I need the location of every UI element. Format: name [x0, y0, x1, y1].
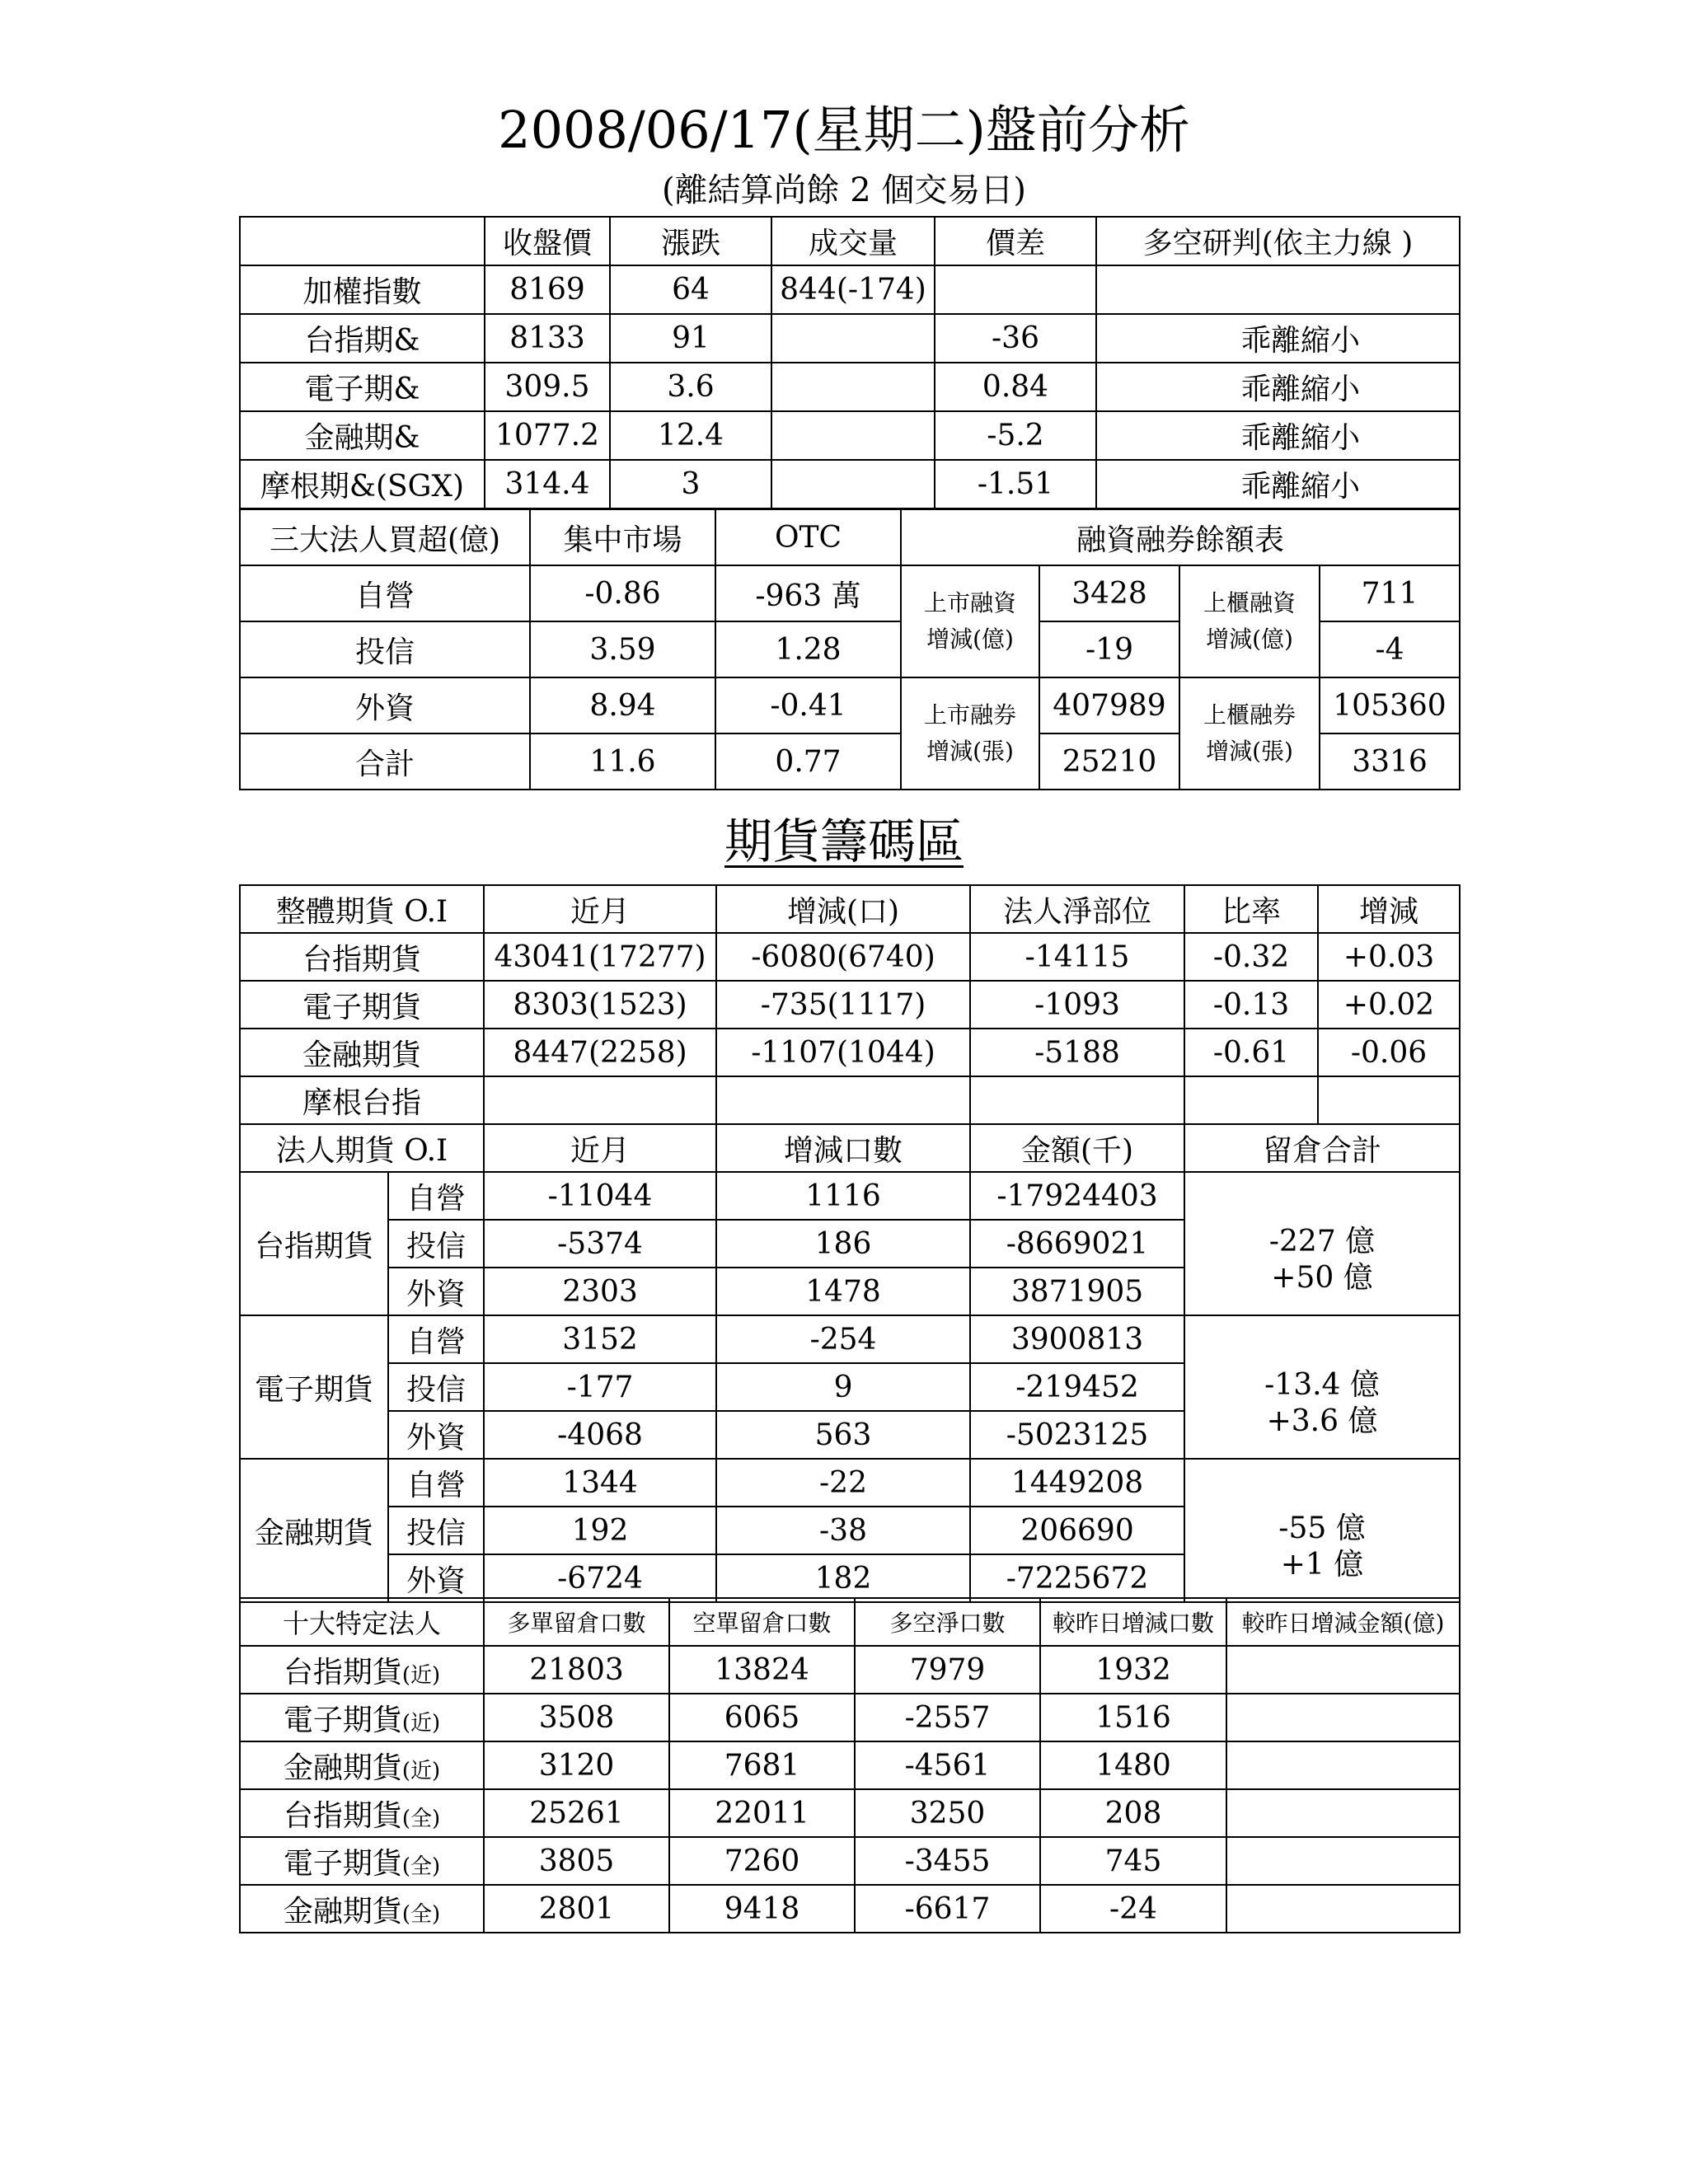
table-row	[240, 1789, 1460, 1837]
row-label-name: 金融期貨	[283, 1750, 402, 1785]
table-cell: 8.94	[530, 677, 715, 733]
table-row	[240, 1885, 1460, 1933]
row-label: 自營	[240, 565, 530, 621]
header-cell: OTC	[715, 509, 901, 565]
margin-label: 上市融資	[923, 589, 1016, 616]
table-row	[240, 677, 1460, 733]
table-cell: -963 萬	[715, 565, 901, 621]
futures-oi-table	[239, 884, 1461, 1603]
table-cell: 1344	[484, 1459, 716, 1507]
header-cell: 比率	[1184, 885, 1318, 933]
row-label	[240, 1789, 484, 1837]
table-cell: -1.51	[935, 460, 1096, 509]
row-label: 金融期&	[240, 411, 485, 460]
table-cell: -3455	[855, 1837, 1040, 1885]
table-cell: -735(1117)	[716, 981, 970, 1029]
header-cell: 法人淨部位	[970, 885, 1184, 933]
header-cell: 留倉合計	[1184, 1124, 1460, 1172]
table-cell: 乖離縮小	[1096, 411, 1460, 460]
table-cell: -0.32	[1184, 933, 1318, 981]
table-cell: -0.06	[1318, 1029, 1460, 1076]
header-cell: 漲跌	[610, 217, 771, 265]
table-row	[240, 1694, 1460, 1741]
table-cell: 22011	[669, 1789, 855, 1837]
margin-label: 增減(張)	[926, 738, 1014, 765]
table-cell: 1516	[1040, 1694, 1226, 1741]
row-label-suffix: (近)	[401, 1662, 441, 1688]
table-cell: 1449208	[970, 1459, 1184, 1507]
page-title: 2008/06/17(星期二)盤前分析	[498, 100, 1190, 160]
header-cell: 較昨日增減金額(億)	[1226, 1598, 1460, 1646]
table-row	[240, 1837, 1460, 1885]
table-cell: 105360	[1320, 677, 1460, 733]
position-total-cell	[1184, 1172, 1460, 1315]
market-summary-table	[239, 216, 1461, 509]
header-cell: 集中市場	[530, 509, 715, 565]
table-cell: 3508	[484, 1694, 669, 1741]
table-cell: 3250	[855, 1789, 1040, 1837]
table-cell: -1107(1044)	[716, 1029, 970, 1076]
table-cell: -177	[484, 1363, 716, 1411]
row-label: 自營	[388, 1172, 484, 1220]
row-label: 投信	[388, 1363, 484, 1411]
table-cell: -2557	[855, 1694, 1040, 1741]
row-label: 電子期貨	[240, 981, 484, 1029]
table-header-row	[240, 1124, 1460, 1172]
table-cell: -38	[716, 1507, 970, 1554]
table-cell	[1226, 1837, 1460, 1885]
row-label: 金融期貨	[240, 1029, 484, 1076]
table-cell: 309.5	[485, 363, 610, 411]
table-cell: 3120	[484, 1741, 669, 1789]
table-cell: -4068	[484, 1411, 716, 1459]
row-label: 合計	[240, 733, 530, 790]
row-label: 外資	[388, 1411, 484, 1459]
table-cell: 8169	[485, 265, 610, 314]
table-cell	[771, 411, 935, 460]
table-cell: 乖離縮小	[1096, 314, 1460, 363]
row-label-name: 電子期貨	[283, 1703, 402, 1737]
table-row	[240, 363, 1460, 411]
table-row	[240, 460, 1460, 509]
table-cell: -4	[1320, 621, 1460, 677]
table-cell: 206690	[970, 1507, 1184, 1554]
header-cell: 收盤價	[485, 217, 610, 265]
table-cell	[771, 314, 935, 363]
table-cell: 8133	[485, 314, 610, 363]
margin-label-cell	[901, 565, 1039, 677]
row-label-name: 金融期貨	[283, 1894, 402, 1929]
table-cell: 91	[610, 314, 771, 363]
header-cell: 金額(千)	[970, 1124, 1184, 1172]
table-cell: +0.02	[1318, 981, 1460, 1029]
table-cell: 64	[610, 265, 771, 314]
margin-label: 增減(張)	[1206, 738, 1293, 765]
table-cell	[1096, 265, 1460, 314]
table-cell: -4561	[855, 1741, 1040, 1789]
position-total: +1 億	[1280, 1548, 1364, 1582]
table-cell: 12.4	[610, 411, 771, 460]
margin-label-cell	[1179, 565, 1320, 677]
row-label: 摩根期&(SGX)	[240, 460, 485, 509]
table-cell: 0.84	[935, 363, 1096, 411]
table-cell: -1093	[970, 981, 1184, 1029]
row-label	[240, 1646, 484, 1694]
section-title-text: 期貨籌碼區	[724, 813, 964, 869]
table-cell	[935, 265, 1096, 314]
table-cell: -219452	[970, 1363, 1184, 1411]
table-cell	[1226, 1789, 1460, 1837]
table-cell: -36	[935, 314, 1096, 363]
table-cell: -5188	[970, 1029, 1184, 1076]
row-label-suffix: (近)	[401, 1710, 441, 1736]
header-cell: 整體期貨 O.I	[240, 885, 484, 933]
table-cell: -24	[1040, 1885, 1226, 1933]
row-label: 投信	[240, 621, 530, 677]
table-cell: -8669021	[970, 1220, 1184, 1268]
header-cell: 多單留倉口數	[484, 1598, 669, 1646]
table-cell: 13824	[669, 1646, 855, 1694]
table-row	[240, 411, 1460, 460]
table-cell: 3	[610, 460, 771, 509]
table-cell: -7225672	[970, 1554, 1184, 1602]
table-cell	[1226, 1885, 1460, 1933]
table-cell: 1116	[716, 1172, 970, 1220]
table-cell: 711	[1320, 565, 1460, 621]
row-label	[240, 1837, 484, 1885]
table-cell: -0.86	[530, 565, 715, 621]
table-cell: 11.6	[530, 733, 715, 790]
table-row	[240, 1172, 1460, 1220]
table-cell: 407989	[1039, 677, 1179, 733]
header-cell: 多空淨口數	[855, 1598, 1040, 1646]
group-label: 電子期貨	[240, 1315, 388, 1459]
header-cell: 多空研判(依主力線 )	[1096, 217, 1460, 265]
table-cell: -0.41	[715, 677, 901, 733]
header-cell: 空單留倉口數	[669, 1598, 855, 1646]
table-cell: -5023125	[970, 1411, 1184, 1459]
table-cell: 3.59	[530, 621, 715, 677]
table-cell: 3428	[1039, 565, 1179, 621]
table-cell: 7979	[855, 1646, 1040, 1694]
table-cell: 21803	[484, 1646, 669, 1694]
margin-label: 增減(億)	[926, 626, 1014, 653]
table-cell: 745	[1040, 1837, 1226, 1885]
table-cell: 208	[1040, 1789, 1226, 1837]
row-label	[240, 1741, 484, 1789]
margin-label: 上櫃融券	[1203, 701, 1296, 729]
table-cell: 25261	[484, 1789, 669, 1837]
table-cell: 192	[484, 1507, 716, 1554]
table-cell: 1478	[716, 1268, 970, 1315]
table-cell: 6065	[669, 1694, 855, 1741]
table-cell: 1.28	[715, 621, 901, 677]
header-cell: 增減口數	[716, 1124, 970, 1172]
position-total: -55 億	[1278, 1511, 1366, 1545]
table-cell	[716, 1076, 970, 1124]
table-cell	[771, 363, 935, 411]
position-total: -227 億	[1268, 1225, 1376, 1258]
table-cell: 1480	[1040, 1741, 1226, 1789]
row-label: 自營	[388, 1315, 484, 1363]
row-label-suffix: (全)	[401, 1854, 441, 1879]
row-label: 自營	[388, 1459, 484, 1507]
position-total-cell	[1184, 1459, 1460, 1602]
row-label-suffix: (全)	[401, 1901, 441, 1927]
table-cell: 3152	[484, 1315, 716, 1363]
table-cell: 3871905	[970, 1268, 1184, 1315]
table-row	[240, 1646, 1460, 1694]
position-total: -13.4 億	[1264, 1368, 1380, 1402]
table-cell: +0.03	[1318, 933, 1460, 981]
group-label: 金融期貨	[240, 1459, 388, 1602]
table-cell: 1932	[1040, 1646, 1226, 1694]
row-label-suffix: (近)	[401, 1758, 441, 1783]
table-cell: 182	[716, 1554, 970, 1602]
table-cell: 1077.2	[485, 411, 610, 460]
table-row	[240, 1459, 1460, 1507]
table-cell: 7260	[669, 1837, 855, 1885]
row-label: 台指期貨	[240, 933, 484, 981]
table-cell	[1226, 1646, 1460, 1694]
table-cell: 25210	[1039, 733, 1179, 790]
row-label: 外資	[240, 677, 530, 733]
row-label-name: 電子期貨	[283, 1846, 402, 1881]
table-cell: -5374	[484, 1220, 716, 1268]
table-cell: -0.13	[1184, 981, 1318, 1029]
row-label: 外資	[388, 1554, 484, 1602]
table-cell: -22	[716, 1459, 970, 1507]
table-cell: 8303(1523)	[484, 981, 716, 1029]
position-total: +50 億	[1271, 1261, 1373, 1295]
group-label: 台指期貨	[240, 1172, 388, 1315]
table-cell: -0.61	[1184, 1029, 1318, 1076]
page-subtitle: (離結算尚餘 2 個交易日)	[661, 171, 1027, 209]
table-cell	[484, 1076, 716, 1124]
row-label: 投信	[388, 1507, 484, 1554]
row-label: 外資	[388, 1268, 484, 1315]
row-label	[240, 1694, 484, 1741]
position-total: +3.6 億	[1266, 1404, 1378, 1438]
table-cell: -19	[1039, 621, 1179, 677]
table-cell: -17924403	[970, 1172, 1184, 1220]
table-cell: -254	[716, 1315, 970, 1363]
table-cell: 8447(2258)	[484, 1029, 716, 1076]
header-cell: 增減(口)	[716, 885, 970, 933]
section-title	[0, 810, 1688, 873]
margin-label: 增減(億)	[1206, 626, 1293, 653]
table-cell: 乖離縮小	[1096, 460, 1460, 509]
row-label: 台指期&	[240, 314, 485, 363]
table-cell: 3316	[1320, 733, 1460, 790]
table-cell	[1226, 1741, 1460, 1789]
table-cell: 3.6	[610, 363, 771, 411]
margin-label: 上櫃融資	[1203, 589, 1296, 616]
margin-label-cell	[1179, 677, 1320, 790]
header-cell: 三大法人買超(億)	[240, 509, 530, 565]
table-row	[240, 565, 1460, 621]
table-cell: 9	[716, 1363, 970, 1411]
table-row	[240, 1076, 1460, 1124]
table-cell: 7681	[669, 1741, 855, 1789]
table-cell: -6724	[484, 1554, 716, 1602]
table-cell: -5.2	[935, 411, 1096, 460]
margin-label-cell	[901, 677, 1039, 790]
table-header-row	[240, 885, 1460, 933]
table-cell: 314.4	[485, 460, 610, 509]
table-cell: -14115	[970, 933, 1184, 981]
header-cell	[240, 217, 485, 265]
table-cell	[771, 460, 935, 509]
table-cell: -6617	[855, 1885, 1040, 1933]
institutional-table	[239, 509, 1461, 790]
table-cell: 186	[716, 1220, 970, 1268]
table-cell: -11044	[484, 1172, 716, 1220]
table-header-row	[240, 217, 1460, 265]
table-row	[240, 981, 1460, 1029]
header-cell: 增減	[1318, 885, 1460, 933]
header-cell: 成交量	[771, 217, 935, 265]
row-label: 摩根台指	[240, 1076, 484, 1124]
table-cell: 563	[716, 1411, 970, 1459]
table-row	[240, 933, 1460, 981]
header-cell: 融資融券餘額表	[901, 509, 1460, 565]
table-cell	[1318, 1076, 1460, 1124]
table-cell: -6080(6740)	[716, 933, 970, 981]
table-cell: 3805	[484, 1837, 669, 1885]
table-header-row	[240, 509, 1460, 565]
row-label: 加權指數	[240, 265, 485, 314]
table-cell: 9418	[669, 1885, 855, 1933]
header-cell: 十大特定法人	[240, 1598, 484, 1646]
table-cell	[970, 1076, 1184, 1124]
row-label: 電子期&	[240, 363, 485, 411]
position-total-cell	[1184, 1315, 1460, 1459]
table-row	[240, 265, 1460, 314]
table-cell: 43041(17277)	[484, 933, 716, 981]
table-cell: 3900813	[970, 1315, 1184, 1363]
row-label: 投信	[388, 1220, 484, 1268]
table-cell	[1184, 1076, 1318, 1124]
table-cell: 乖離縮小	[1096, 363, 1460, 411]
header-cell: 法人期貨 O.I	[240, 1124, 484, 1172]
table-cell	[1226, 1694, 1460, 1741]
margin-label: 上市融券	[923, 701, 1016, 729]
top10-institutions-table	[239, 1597, 1461, 1933]
row-label	[240, 1885, 484, 1933]
table-cell: 0.77	[715, 733, 901, 790]
header-cell: 價差	[935, 217, 1096, 265]
row-label-name: 台指期貨	[283, 1655, 402, 1690]
table-header-row	[240, 1598, 1460, 1646]
header-cell: 近月	[484, 885, 716, 933]
header-cell: 近月	[484, 1124, 716, 1172]
row-label-suffix: (全)	[401, 1806, 441, 1831]
table-row	[240, 1315, 1460, 1363]
header-cell: 較昨日增減口數	[1040, 1598, 1226, 1646]
table-cell: 2303	[484, 1268, 716, 1315]
row-label-name: 台指期貨	[283, 1798, 402, 1833]
table-row	[240, 314, 1460, 363]
table-cell: 2801	[484, 1885, 669, 1933]
table-cell: 844(-174)	[771, 265, 935, 314]
table-row	[240, 1741, 1460, 1789]
table-row	[240, 1029, 1460, 1076]
